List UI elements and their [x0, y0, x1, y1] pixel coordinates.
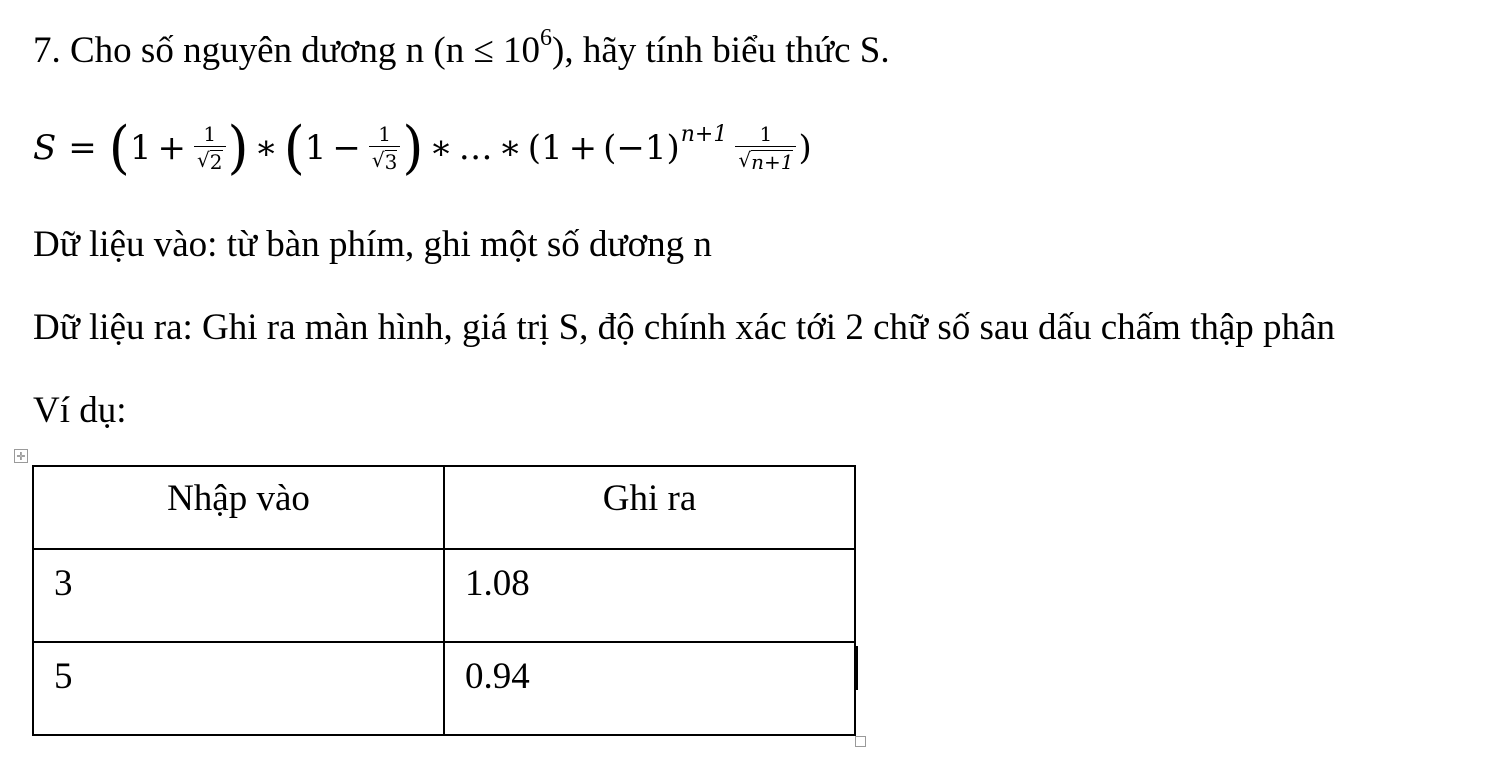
- formula-frac-sqrt-n1: [735, 124, 796, 172]
- formula-frac-numerator: 1: [378, 122, 392, 146]
- formula-plus-2: +: [568, 128, 598, 168]
- formula-times-2: ∗: [429, 128, 453, 168]
- formula-frac-denominator: [194, 146, 225, 172]
- radical-icon: √: [738, 148, 752, 172]
- formula-plus-1: +: [157, 128, 187, 168]
- table-cell: 1.08: [444, 549, 855, 642]
- formula-rparen-1: ): [227, 114, 249, 181]
- table-row: [33, 549, 855, 642]
- problem-title-tail: ), hãy tính biểu thức S.: [552, 30, 890, 71]
- formula-minus: −: [332, 128, 361, 168]
- formula-frac-sqrt3: [369, 124, 400, 172]
- sqrt2: [197, 150, 222, 172]
- formula-frac-denominator: [735, 146, 796, 172]
- table-header-output: Ghi ra: [444, 466, 855, 549]
- table-row: [33, 642, 855, 735]
- formula-equals: =: [68, 128, 97, 168]
- table-cell: 3: [33, 549, 444, 642]
- example-table: [32, 465, 856, 736]
- formula-lparen-3: (: [527, 128, 541, 168]
- formula-frac-sqrt2: [194, 124, 225, 172]
- formula-one-2: 1: [304, 128, 327, 168]
- problem-title-exponent: 6: [540, 25, 552, 51]
- formula-lhs: S: [33, 128, 57, 168]
- table-cell: 0.94: [444, 642, 855, 735]
- formula-frac-denominator: [369, 146, 400, 172]
- output-description: Dữ liệu ra: Ghi ra màn hình, giá trị S, độ chính xác tới 2 chữ số sau dấu chấm thập phân: [33, 307, 1335, 348]
- formula-one-3: 1: [540, 128, 563, 168]
- formula-rparen-3: ): [798, 128, 812, 168]
- sqrt3: [372, 150, 397, 172]
- formula-times-1: ∗: [254, 128, 278, 168]
- formula-times-3: ∗: [498, 128, 522, 168]
- formula-frac-numerator: 1: [203, 122, 217, 146]
- formula-exponent: n+1: [680, 121, 728, 147]
- formula-one-1: 1: [129, 128, 152, 168]
- formula-s: [33, 108, 812, 188]
- formula-lparen-2: (: [283, 114, 305, 181]
- table-resize-handle-icon[interactable]: [855, 736, 866, 747]
- radical-icon: √: [197, 148, 210, 172]
- formula-lparen-1: (: [108, 114, 130, 181]
- sqrt-n1-body: n+1: [751, 150, 794, 174]
- sqrt-n1: [738, 150, 793, 172]
- problem-title: [33, 25, 890, 71]
- table-header-input: Nhập vào: [33, 466, 444, 549]
- text-cursor: [856, 646, 858, 690]
- move-handle-icon[interactable]: ✛: [14, 449, 28, 463]
- formula-rparen-2: ): [402, 114, 424, 181]
- formula-ellipsis: …: [458, 128, 493, 168]
- problem-title-text: 7. Cho số nguyên dương n (n ≤ 10: [33, 30, 540, 71]
- table-cell: 5: [33, 642, 444, 735]
- sqrt2-body: 2: [209, 150, 223, 174]
- formula-neg-one: (−1): [603, 128, 680, 168]
- example-label: Ví dụ:: [33, 390, 127, 431]
- sqrt3-body: 3: [384, 150, 398, 174]
- formula-frac-numerator: 1: [759, 122, 773, 146]
- input-description: Dữ liệu vào: từ bàn phím, ghi một số dương n: [33, 224, 712, 265]
- radical-icon: √: [371, 148, 385, 172]
- table-header-row: [33, 466, 855, 549]
